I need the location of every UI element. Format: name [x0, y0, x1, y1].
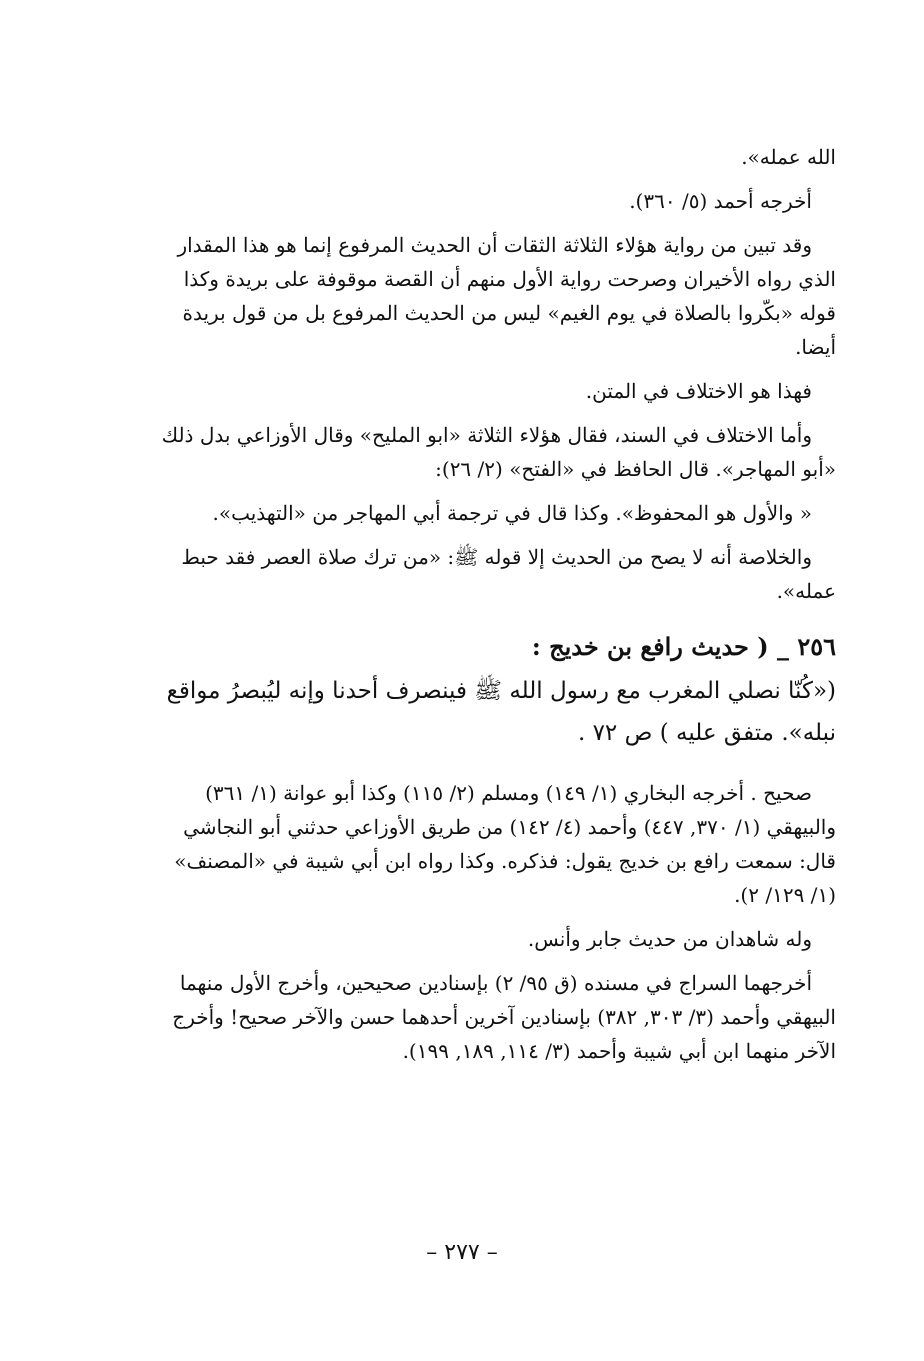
commentary-1: صحيح . أخرجه البخاري (١/ ١٤٩) ومسلم (٢/ ١١٥) وكذا أبو عوانة (١/ ٣٦١) والبيهقي (١/ ٣٧٠, ٤٤٧) وأحمد (٤/ ١٤٢) من طريق الأوزاعي حدثني أبو النجاشي قال: سمعت رافع بن خديج يقول: فذكره. وكذا رواه ابن أبي شيبة في «المصنف» (١/ ١٢٩/ ٢). — [174, 781, 836, 907]
commentary-3: أخرجهما السراج في مسنده (ق ٩٥/ ٢) بإسنادين صحيحين، وأخرج الأول منهما البيهقي وأحمد (٣/ ٣٠٣, ٣٨٢) بإسنادين آخرين أحدهما حسن والآخر صحيح! وأخرج الآخر منهما ابن أبي شيبة وأحمد (٣/ ١١٤, ١٨٩, ١٩٩). — [172, 971, 836, 1063]
paragraph-7: والخلاصة أنه لا يصح من الحديث إلا قوله ﷺ: «من ترك صلاة العصر فقد حبط عمله». — [181, 545, 836, 603]
page-body — [160, 140, 836, 1078]
hadith-heading: ٢٥٦ _ ( حديث رافع بن خديج : — [531, 632, 836, 661]
paragraph-4: فهذا هو الاختلاف في المتن. — [585, 379, 812, 403]
paragraph-1: الله عمله». — [741, 145, 836, 169]
paragraph-2: أخرجه أحمد (٥/ ٣٦٠). — [629, 189, 812, 213]
hadith-text: («كُنّا نصلي المغرب مع رسول الله ﷺ فينصرف أحدنا وإنه ليُبصرُ مواقع نبله». متفق عليه ) ص ٧٢ . — [166, 678, 836, 746]
hadith-block — [160, 628, 836, 754]
paragraph-3: وقد تبين من رواية هؤلاء الثلاثة الثقات أن الحديث المرفوع إنما هو هذا المقدار الذي رواه الأخيران وصرحت رواية الأول منهم أن القصة موقوفة على بريدة وكذا قوله «بكّروا بالصلاة في يوم الغيم» ليس من الحديث المرفوع بل من قول بريدة أيضا. — [177, 233, 836, 359]
page-number: – ٢٧٧ – — [426, 1240, 498, 1265]
commentary-2: وله شاهدان من حديث جابر وأنس. — [527, 927, 812, 951]
paragraph-6: « والأول هو المحفوظ». وكذا قال في ترجمة أبي المهاجر من «التهذيب». — [212, 501, 812, 525]
paragraph-5: وأما الاختلاف في السند، فقال هؤلاء الثلاثة «ابو المليح» وقال الأوزاعي بدل ذلك «أبو المهاجر». قال الحافظ في «الفتح» (٢/ ٢٦): — [161, 423, 836, 481]
